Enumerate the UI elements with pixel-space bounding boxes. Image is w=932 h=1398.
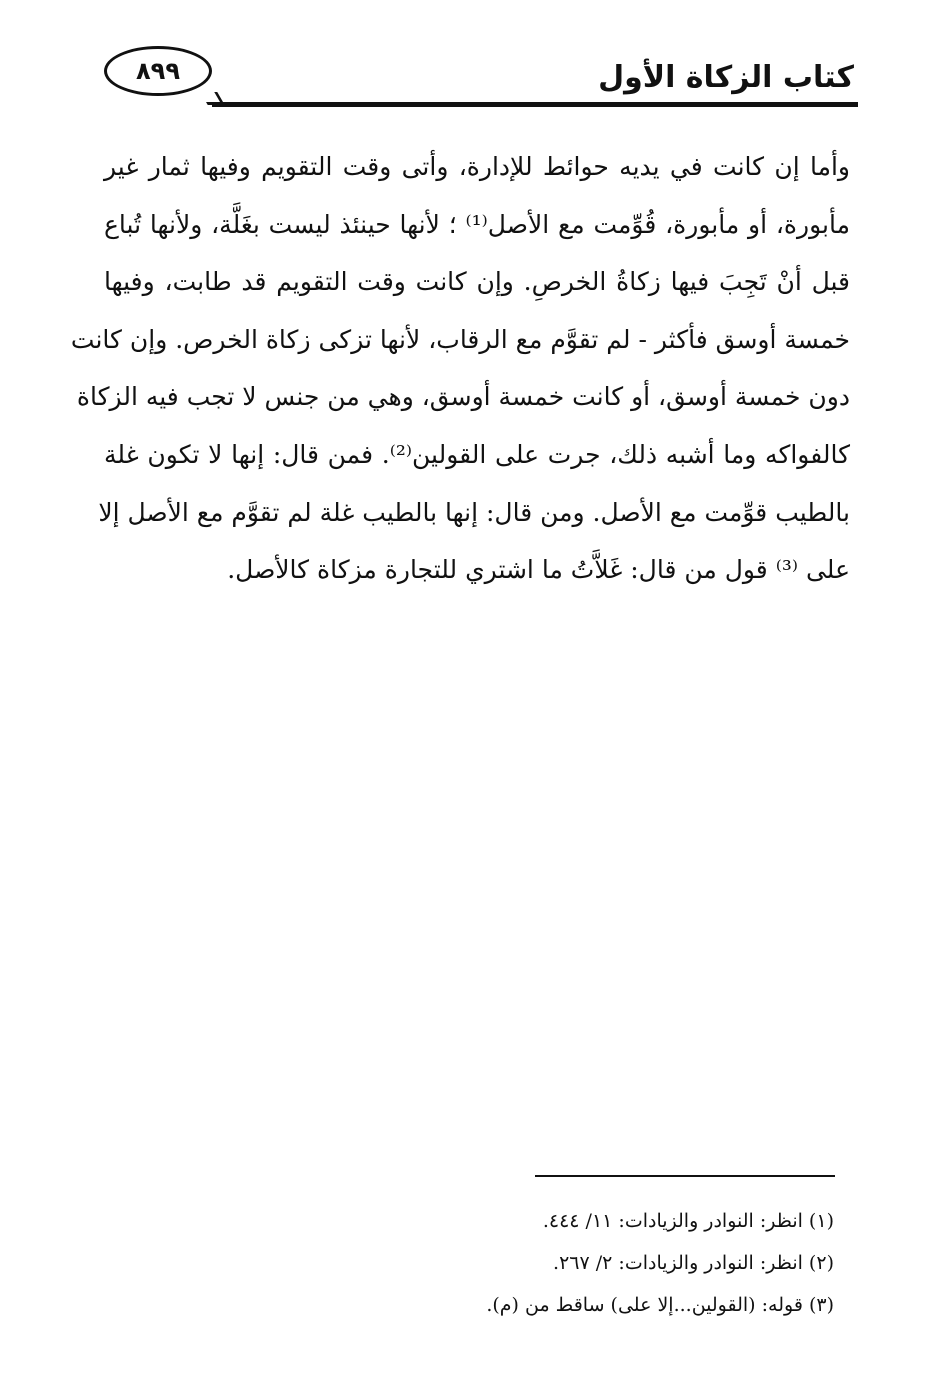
book-title: كتاب الزكاة الأول [598, 60, 854, 95]
header-rule [212, 102, 858, 107]
text-line: مأبورة، أو مأبورة، قُوِّمت مع الأصل⁽¹⁾ ؛ لأنها حينئذ ليست بغَلَّة، ولأنها تُباع [104, 209, 850, 239]
page-number: ٨٩٩ [136, 57, 180, 85]
text-line: دون خمسة أوسق، أو كانت خمسة أوسق، وهي من جنس لا تجب فيه الزكاة [76, 382, 850, 412]
main-text [70, 138, 850, 599]
footnote: (١) انظر: النوادر والزيادات: ١١/ ٤٤٤. [542, 1210, 834, 1232]
text-line: بالطيب قوِّمت مع الأصل. ومن قال: إنها بالطيب غلة لم تقوَّم مع الأصل إلا [98, 497, 850, 527]
text-line: على ⁽³⁾ قول من قال: غَلاَّتُ ما اشتري للتجارة مزكاة كالأصل. [227, 555, 850, 585]
footnote: (٢) انظر: النوادر والزيادات: ٢/ ٢٦٧. [553, 1252, 834, 1274]
text-line: قبل أنْ تَجِبَ فيها زكاةُ الخرصِ. وإن كانت وقت التقويم قد طابت، وفيها [104, 267, 850, 297]
footnote-separator [535, 1175, 835, 1177]
footnote: (٣) قوله: (القولين...إلا على) ساقط من (م). [486, 1294, 834, 1316]
text-line: كالفواكه وما أشبه ذلك، جرت على القولين⁽²⁾. فمن قال: إنها لا تكون غلة [104, 439, 850, 469]
page-header [100, 40, 858, 120]
page-number-badge [104, 46, 212, 96]
text-line: خمسة أوسق فأكثر - لم تقوَّم مع الرقاب، لأنها تزكى زكاة الخرص. وإن كانت [70, 324, 850, 354]
text-line: وأما إن كانت في يديه حوائط للإدارة، وأتى وقت التقويم وفيها ثمار غير [104, 152, 850, 181]
footnotes [400, 1200, 834, 1326]
